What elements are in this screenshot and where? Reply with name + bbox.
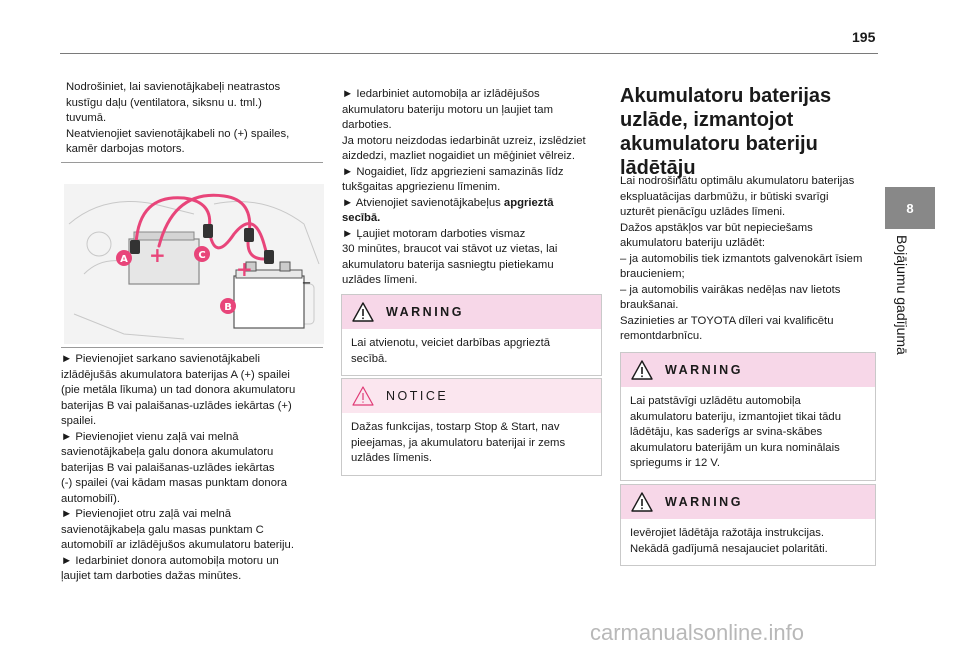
- notice-line: Dažas funkcijas, tostarp Stop & Start, nav: [351, 421, 560, 433]
- box-line: tuvumā.: [66, 112, 107, 124]
- warning-label: WARNING: [665, 495, 743, 509]
- warning-body: [342, 329, 601, 375]
- warning-line: Lai patstāvīgi uzlādētu automobiļa: [630, 395, 801, 407]
- step-line: baterijas B vai palaišanas-uzlādes iekārtas (+): [61, 399, 292, 412]
- step-line: ļaujiet tam darboties dažas minūtes.: [61, 570, 242, 582]
- warning-line: Nekādā gadījumā nesajauciet polaritāti.: [630, 542, 828, 555]
- step-line: ► Pievienojiet sarkano savienotājkabeli: [61, 353, 260, 365]
- warning-header: [342, 295, 601, 329]
- step-line: izlādējušās akumulatora baterijas A (+) spailei: [61, 368, 290, 381]
- heading-line: Akumulatoru baterijas: [620, 85, 832, 107]
- warning-box-disconnect: [341, 294, 602, 376]
- plus-sign-a: +: [149, 243, 166, 267]
- jump-start-illustration: [64, 184, 324, 344]
- text-line: akumulatoru bateriju uzlādēt:: [620, 237, 766, 249]
- step-line: ► Iedarbiniet donora automobiļa motoru un: [61, 554, 279, 567]
- text-line: ► Ļaujiet motoram darboties vismaz: [342, 227, 526, 240]
- chapter-tab[interactable]: 8: [885, 187, 935, 229]
- text-line: akumulatoru bateriju motoru un ļaujiet tam: [342, 103, 553, 116]
- step-line: (-) spailei (vai kādam masas punktam donora: [61, 477, 288, 489]
- svg-text:C: C: [198, 250, 206, 261]
- step-line: spailei.: [61, 415, 97, 427]
- text-segment: ► Atvienojiet savienotājkabeļus: [342, 196, 501, 209]
- watermark-text: carmanualsonline.info: [590, 620, 805, 645]
- warning-line: akumulatoru bateriju, izmantojiet tikai tādu: [630, 410, 841, 423]
- text-line: – ja automobilis tiek izmantots galvenokārt īsiem: [620, 252, 863, 265]
- notice-label: NOTICE: [386, 389, 449, 403]
- notice-body: [342, 413, 601, 475]
- text-line: – ja automobilis vairākas nedēļas nav lietots: [620, 283, 841, 296]
- start-steps: [342, 87, 604, 289]
- header-rule: [60, 53, 878, 54]
- warning-box-polarity: [620, 484, 876, 566]
- text-line: akumulatoru baterija sasniegtu pietiekamu: [342, 258, 554, 271]
- text-line: uzturēt pienācīgu uzlādes līmeni.: [620, 206, 786, 218]
- heading-line: lādētāju: [620, 157, 696, 179]
- text-line: Lai nodrošinātu optimālu akumulatoru baterijas: [620, 175, 855, 187]
- text-line: ekspluatācijas darbmūžu, ir būtiski svarīgi: [620, 190, 829, 203]
- step-line: ► Pievienojiet vienu zaļā vai melnā: [61, 430, 239, 443]
- step-line: (pie metāla līkuma) un tad donora akumulatoru: [61, 384, 296, 396]
- plus-sign-b: +: [236, 257, 253, 281]
- text-line: ► Nogaidiet, līdz apgriezieni samazinās līdz: [342, 165, 564, 178]
- warning-line: lādētāju, kas saderīgs ar svina-skābes: [630, 426, 823, 438]
- svg-text:B: B: [224, 302, 232, 313]
- box-line: Nodrošiniet, lai savienotājkabeļi neatrastos: [66, 81, 281, 93]
- step-line: ► Pievienojiet otru zaļā vai melnā: [61, 508, 232, 520]
- warning-line: akumulatoru baterijām un kura nominālais: [630, 441, 840, 454]
- notice-triangle-icon: [352, 386, 374, 406]
- warning-line: secībā.: [351, 352, 388, 365]
- text-line: Ja motoru neizdodas iedarbināt uzreiz, izslēdziet: [342, 134, 586, 147]
- text-line: braukšanai.: [620, 299, 679, 311]
- text-line: remontdarbnīcu.: [620, 330, 703, 342]
- warning-header: [621, 485, 875, 519]
- text-line: [342, 196, 604, 212]
- step-line: savienotājkabeļa galu masas punktam C: [61, 523, 264, 536]
- box-line: kustīgu daļu (ventilatora, siksnu u. tml.): [66, 96, 262, 109]
- label-a-badge: [116, 250, 132, 266]
- warning-label: WARNING: [665, 363, 743, 377]
- warning-triangle-icon: [631, 360, 653, 380]
- text-line: tukšgaitas apgriezienu līmenim.: [342, 181, 501, 193]
- notice-line: uzlādes līmenis.: [351, 452, 432, 464]
- text-line: secībā.: [342, 212, 381, 224]
- label-c-badge: [194, 246, 210, 262]
- section-heading: [620, 84, 882, 180]
- warning-label: WARNING: [386, 305, 464, 319]
- notice-header: [342, 379, 601, 413]
- step-line: savienotājkabeļa galu donora akumulatoru: [61, 446, 274, 458]
- svg-text:A: A: [120, 254, 128, 265]
- text-line: braucieniem;: [620, 268, 685, 280]
- warning-line: spriegums ir 12 V.: [630, 457, 720, 469]
- connection-steps: [61, 352, 323, 585]
- text-line: 30 minūtes, braucot vai stāvot uz vietas, lai: [342, 243, 558, 255]
- text-line: uzlādes līmeni.: [342, 274, 418, 286]
- box-line: Neatvienojiet savienotājkabeli no (+) spailes,: [66, 127, 290, 140]
- warning-body: [621, 519, 875, 565]
- charger-intro: [620, 174, 882, 345]
- chapter-title: Bojājumu gadījumā: [894, 235, 910, 355]
- label-b-badge: [220, 298, 236, 314]
- bold-term: apgrieztā: [503, 196, 554, 209]
- warning-triangle-icon: [352, 302, 374, 322]
- step-line: automobilī ar izlādējušos akumulatoru bateriju.: [61, 539, 294, 551]
- text-line: Sazinieties ar TOYOTA dīleri vai kvalificētu: [620, 314, 834, 327]
- warning-triangle-icon: [631, 492, 653, 512]
- warning-body: [621, 387, 875, 480]
- text-line: Dažos apstākļos var būt nepieciešams: [620, 221, 813, 234]
- minus-sign: –: [302, 272, 311, 293]
- warning-line: Ievērojiet lādētāja ražotāja instrukcijas.: [630, 527, 825, 539]
- text-line: darboties.: [342, 119, 392, 131]
- warning-box-charger: [620, 352, 876, 481]
- heading-line: akumulatoru bateriju: [620, 133, 818, 155]
- notice-box: [341, 378, 602, 476]
- caution-box: [61, 80, 323, 163]
- box-line: kamēr darbojas motors.: [66, 143, 185, 155]
- notice-line: pieejamas, ja akumulatoru baterijai ir zems: [351, 436, 566, 449]
- page-number: 195: [852, 29, 876, 45]
- text-line: aizdedzi, mazliet nogaidiet un mēģiniet vēlreiz.: [342, 150, 575, 162]
- text-line: ► Iedarbiniet automobiļa ar izlādējušos: [342, 88, 540, 100]
- step-line: automobilī).: [61, 492, 121, 505]
- warning-header: [621, 353, 875, 387]
- warning-line: Lai atvienotu, veiciet darbības apgrieztā: [351, 337, 551, 349]
- heading-line: uzlāde, izmantojot: [620, 109, 794, 131]
- step-line: baterijas B vai palaišanas-uzlādes iekārtas: [61, 461, 275, 474]
